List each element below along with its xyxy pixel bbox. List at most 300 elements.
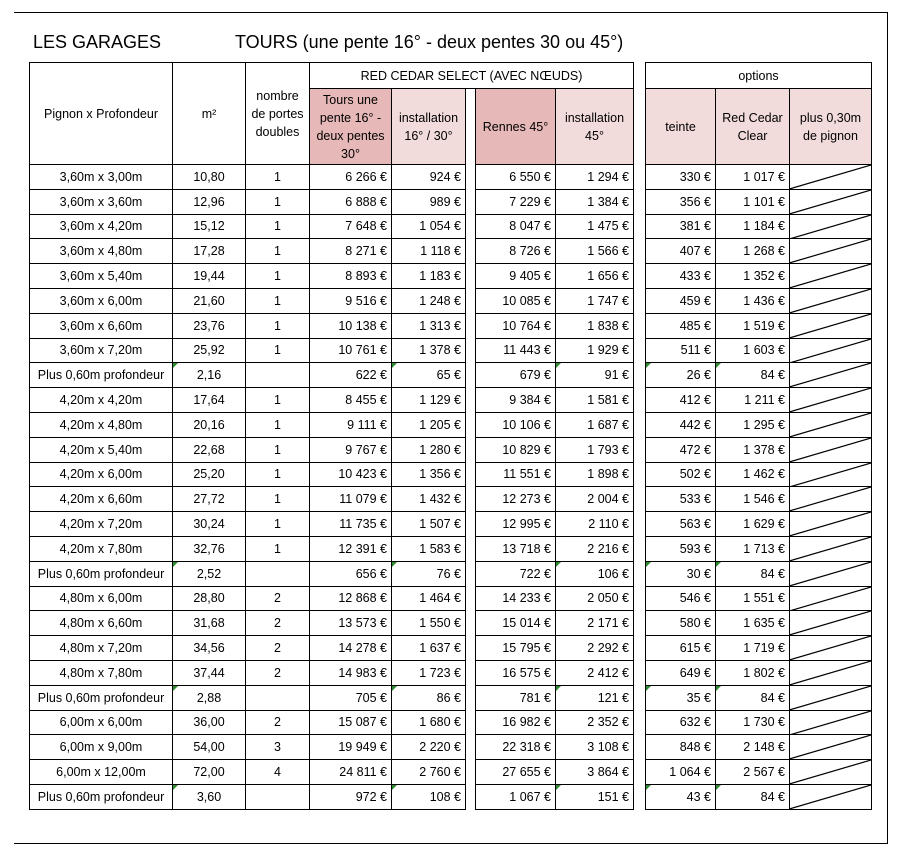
- table-row: [30, 214, 872, 239]
- cell-m2: 15,12: [173, 214, 246, 239]
- table-row: [30, 412, 872, 437]
- cell-rennes-price: 10 085 €: [476, 288, 556, 313]
- cell-teinte: 407 €: [646, 239, 716, 264]
- cell-m2: 25,20: [173, 462, 246, 487]
- cell-teinte: 502 €: [646, 462, 716, 487]
- column-gap: [634, 264, 646, 289]
- cell-install-45: 2 050 €: [556, 586, 634, 611]
- cell-install-45: 2 216 €: [556, 536, 634, 561]
- cell-m2: 31,68: [173, 611, 246, 636]
- cell-tours-price: 14 278 €: [310, 636, 392, 661]
- cell-plus-pignon: [790, 660, 872, 685]
- cell-red-cedar-clear: 1 017 €: [716, 165, 790, 190]
- cell-install-16-30: 1 432 €: [392, 487, 466, 512]
- cell-doors: 1: [246, 437, 310, 462]
- cell-doors: 1: [246, 412, 310, 437]
- cell-install-16-30: 1 183 €: [392, 264, 466, 289]
- cell-size: Plus 0,60m profondeur: [30, 561, 173, 586]
- cell-plus-pignon: [790, 388, 872, 413]
- cell-m2: 23,76: [173, 313, 246, 338]
- cell-red-cedar-clear: 1 295 €: [716, 412, 790, 437]
- cell-plus-pignon: [790, 313, 872, 338]
- cell-doors: 1: [246, 487, 310, 512]
- header-group-options: options: [646, 63, 872, 89]
- column-gap: [466, 288, 476, 313]
- column-gap: [466, 89, 476, 165]
- column-gap: [466, 462, 476, 487]
- cell-size: 4,20m x 4,80m: [30, 412, 173, 437]
- column-gap: [466, 363, 476, 388]
- cell-install-45: 2 110 €: [556, 512, 634, 537]
- cell-doors: 1: [246, 264, 310, 289]
- cell-red-cedar-clear: 84 €: [716, 685, 790, 710]
- cell-doors: 2: [246, 710, 310, 735]
- table-row: [30, 611, 872, 636]
- column-gap: [634, 189, 646, 214]
- cell-plus-pignon: [790, 735, 872, 760]
- cell-install-45: 151 €: [556, 784, 634, 809]
- cell-size: 3,60m x 4,80m: [30, 239, 173, 264]
- column-gap: [466, 264, 476, 289]
- column-gap: [466, 313, 476, 338]
- cell-rennes-price: 27 655 €: [476, 760, 556, 785]
- cell-install-45: 1 747 €: [556, 288, 634, 313]
- cell-size: 4,20m x 5,40m: [30, 437, 173, 462]
- cell-doors: 3: [246, 735, 310, 760]
- column-gap: [466, 437, 476, 462]
- cell-teinte: 30 €: [646, 561, 716, 586]
- column-gap: [466, 388, 476, 413]
- cell-red-cedar-clear: 2 567 €: [716, 760, 790, 785]
- cell-rennes-price: 10 764 €: [476, 313, 556, 338]
- table-row: [30, 586, 872, 611]
- cell-m2: 72,00: [173, 760, 246, 785]
- cell-red-cedar-clear: 1 519 €: [716, 313, 790, 338]
- cell-teinte: 848 €: [646, 735, 716, 760]
- cell-install-45: 1 929 €: [556, 338, 634, 363]
- column-gap: [634, 239, 646, 264]
- cell-tours-price: 9 767 €: [310, 437, 392, 462]
- column-gap: [634, 760, 646, 785]
- table-row: [30, 288, 872, 313]
- cell-install-16-30: 1 550 €: [392, 611, 466, 636]
- column-gap: [634, 462, 646, 487]
- cell-install-16-30: 1 637 €: [392, 636, 466, 661]
- cell-plus-pignon: [790, 214, 872, 239]
- column-gap: [634, 487, 646, 512]
- cell-doors: 1: [246, 239, 310, 264]
- cell-install-16-30: 1 118 €: [392, 239, 466, 264]
- cell-red-cedar-clear: 1 436 €: [716, 288, 790, 313]
- cell-install-16-30: 1 680 €: [392, 710, 466, 735]
- column-gap: [466, 512, 476, 537]
- cell-plus-pignon: [790, 338, 872, 363]
- cell-install-16-30: 1 205 €: [392, 412, 466, 437]
- cell-teinte: 593 €: [646, 536, 716, 561]
- header-install-45: installation 45°: [556, 89, 634, 165]
- cell-install-45: 1 294 €: [556, 165, 634, 190]
- cell-install-45: 1 475 €: [556, 214, 634, 239]
- cell-install-45: 121 €: [556, 685, 634, 710]
- cell-rennes-price: 12 995 €: [476, 512, 556, 537]
- cell-install-45: 3 108 €: [556, 735, 634, 760]
- cell-m2: 28,80: [173, 586, 246, 611]
- cell-size: 6,00m x 12,00m: [30, 760, 173, 785]
- cell-tours-price: 8 271 €: [310, 239, 392, 264]
- cell-m2: 3,60: [173, 784, 246, 809]
- cell-plus-pignon: [790, 611, 872, 636]
- cell-rennes-price: 22 318 €: [476, 735, 556, 760]
- table-row: [30, 561, 872, 586]
- cell-install-45: 2 004 €: [556, 487, 634, 512]
- cell-teinte: 580 €: [646, 611, 716, 636]
- column-gap: [466, 660, 476, 685]
- column-gap: [466, 784, 476, 809]
- cell-install-45: 1 687 €: [556, 412, 634, 437]
- cell-install-45: 1 838 €: [556, 313, 634, 338]
- cell-red-cedar-clear: 1 268 €: [716, 239, 790, 264]
- cell-red-cedar-clear: 1 551 €: [716, 586, 790, 611]
- cell-tours-price: 24 811 €: [310, 760, 392, 785]
- cell-install-16-30: 1 723 €: [392, 660, 466, 685]
- cell-install-45: 2 292 €: [556, 636, 634, 661]
- table-row: [30, 313, 872, 338]
- cell-teinte: 615 €: [646, 636, 716, 661]
- table-row: [30, 487, 872, 512]
- column-gap: [466, 487, 476, 512]
- cell-doors: 1: [246, 313, 310, 338]
- cell-install-16-30: 2 220 €: [392, 735, 466, 760]
- cell-red-cedar-clear: 1 211 €: [716, 388, 790, 413]
- cell-install-16-30: 1 054 €: [392, 214, 466, 239]
- cell-teinte: 485 €: [646, 313, 716, 338]
- cell-install-16-30: 1 356 €: [392, 462, 466, 487]
- column-gap: [634, 660, 646, 685]
- column-gap: [634, 784, 646, 809]
- cell-size: 6,00m x 6,00m: [30, 710, 173, 735]
- cell-rennes-price: 1 067 €: [476, 784, 556, 809]
- table-row: [30, 685, 872, 710]
- cell-tours-price: 19 949 €: [310, 735, 392, 760]
- table-row: [30, 165, 872, 190]
- table-row: [30, 512, 872, 537]
- column-gap: [466, 239, 476, 264]
- cell-size: 3,60m x 5,40m: [30, 264, 173, 289]
- cell-m2: 2,88: [173, 685, 246, 710]
- cell-tours-price: 12 868 €: [310, 586, 392, 611]
- cell-install-45: 91 €: [556, 363, 634, 388]
- cell-plus-pignon: [790, 710, 872, 735]
- cell-teinte: 330 €: [646, 165, 716, 190]
- cell-tours-price: 10 761 €: [310, 338, 392, 363]
- cell-rennes-price: 13 718 €: [476, 536, 556, 561]
- cell-install-45: 2 352 €: [556, 710, 634, 735]
- header-red-cedar-clear: Red Cedar Clear: [716, 89, 790, 165]
- cell-size: 4,80m x 6,60m: [30, 611, 173, 636]
- cell-teinte: 649 €: [646, 660, 716, 685]
- cell-tours-price: 10 138 €: [310, 313, 392, 338]
- column-gap: [634, 561, 646, 586]
- cell-size: Plus 0,60m profondeur: [30, 685, 173, 710]
- cell-tours-price: 6 888 €: [310, 189, 392, 214]
- column-gap: [634, 735, 646, 760]
- cell-size: 4,20m x 7,20m: [30, 512, 173, 537]
- cell-rennes-price: 9 405 €: [476, 264, 556, 289]
- table-row: [30, 710, 872, 735]
- page-subtitle: TOURS (une pente 16° - deux pentes 30 ou 45°): [235, 32, 624, 52]
- cell-install-45: 2 412 €: [556, 660, 634, 685]
- cell-tours-price: 8 893 €: [310, 264, 392, 289]
- column-gap: [634, 165, 646, 190]
- cell-tours-price: 10 423 €: [310, 462, 392, 487]
- column-gap: [634, 214, 646, 239]
- table-row: [30, 437, 872, 462]
- cell-red-cedar-clear: 1 462 €: [716, 462, 790, 487]
- cell-install-16-30: 76 €: [392, 561, 466, 586]
- cell-size: 4,80m x 7,20m: [30, 636, 173, 661]
- cell-doors: 1: [246, 388, 310, 413]
- cell-doors: 2: [246, 660, 310, 685]
- column-gap: [634, 63, 646, 165]
- cell-install-16-30: 1 129 €: [392, 388, 466, 413]
- column-gap: [634, 586, 646, 611]
- cell-red-cedar-clear: 1 352 €: [716, 264, 790, 289]
- column-gap: [466, 611, 476, 636]
- cell-teinte: 459 €: [646, 288, 716, 313]
- column-gap: [466, 586, 476, 611]
- cell-install-45: 1 384 €: [556, 189, 634, 214]
- cell-size: Plus 0,60m profondeur: [30, 784, 173, 809]
- cell-tours-price: 622 €: [310, 363, 392, 388]
- cell-m2: 2,16: [173, 363, 246, 388]
- cell-rennes-price: 679 €: [476, 363, 556, 388]
- cell-m2: 27,72: [173, 487, 246, 512]
- cell-m2: 2,52: [173, 561, 246, 586]
- cell-size: Plus 0,60m profondeur: [30, 363, 173, 388]
- cell-m2: 21,60: [173, 288, 246, 313]
- cell-install-16-30: 1 248 €: [392, 288, 466, 313]
- column-gap: [634, 437, 646, 462]
- cell-tours-price: 8 455 €: [310, 388, 392, 413]
- cell-doors: [246, 685, 310, 710]
- cell-m2: 54,00: [173, 735, 246, 760]
- cell-red-cedar-clear: 1 730 €: [716, 710, 790, 735]
- cell-plus-pignon: [790, 536, 872, 561]
- table-row: [30, 536, 872, 561]
- cell-doors: [246, 784, 310, 809]
- cell-teinte: 511 €: [646, 338, 716, 363]
- cell-teinte: 35 €: [646, 685, 716, 710]
- cell-red-cedar-clear: 84 €: [716, 784, 790, 809]
- cell-teinte: 381 €: [646, 214, 716, 239]
- cell-plus-pignon: [790, 784, 872, 809]
- cell-doors: 4: [246, 760, 310, 785]
- table-row: [30, 363, 872, 388]
- cell-red-cedar-clear: 1 635 €: [716, 611, 790, 636]
- cell-install-16-30: 2 760 €: [392, 760, 466, 785]
- cell-tours-price: 705 €: [310, 685, 392, 710]
- cell-install-16-30: 1 464 €: [392, 586, 466, 611]
- cell-size: 3,60m x 6,60m: [30, 313, 173, 338]
- cell-teinte: 632 €: [646, 710, 716, 735]
- cell-doors: 1: [246, 338, 310, 363]
- column-gap: [466, 735, 476, 760]
- cell-plus-pignon: [790, 561, 872, 586]
- column-gap: [634, 412, 646, 437]
- cell-plus-pignon: [790, 487, 872, 512]
- cell-tours-price: 9 516 €: [310, 288, 392, 313]
- cell-red-cedar-clear: 1 629 €: [716, 512, 790, 537]
- cell-teinte: 442 €: [646, 412, 716, 437]
- cell-rennes-price: 15 014 €: [476, 611, 556, 636]
- cell-doors: 1: [246, 189, 310, 214]
- cell-size: 3,60m x 6,00m: [30, 288, 173, 313]
- cell-m2: 30,24: [173, 512, 246, 537]
- cell-tours-price: 9 111 €: [310, 412, 392, 437]
- cell-install-45: 1 581 €: [556, 388, 634, 413]
- column-gap: [634, 710, 646, 735]
- cell-plus-pignon: [790, 363, 872, 388]
- cell-plus-pignon: [790, 239, 872, 264]
- cell-rennes-price: 11 551 €: [476, 462, 556, 487]
- column-gap: [466, 338, 476, 363]
- cell-teinte: 1 064 €: [646, 760, 716, 785]
- cell-plus-pignon: [790, 685, 872, 710]
- cell-install-45: 3 864 €: [556, 760, 634, 785]
- cell-size: 4,20m x 6,60m: [30, 487, 173, 512]
- price-table: [29, 62, 872, 810]
- column-gap: [466, 189, 476, 214]
- cell-doors: 1: [246, 462, 310, 487]
- cell-install-16-30: 1 280 €: [392, 437, 466, 462]
- cell-plus-pignon: [790, 760, 872, 785]
- table-row: [30, 388, 872, 413]
- cell-doors: [246, 363, 310, 388]
- cell-rennes-price: 8 047 €: [476, 214, 556, 239]
- cell-size: 3,60m x 3,60m: [30, 189, 173, 214]
- cell-install-45: 2 171 €: [556, 611, 634, 636]
- cell-tours-price: 6 266 €: [310, 165, 392, 190]
- cell-doors: 2: [246, 586, 310, 611]
- cell-rennes-price: 14 233 €: [476, 586, 556, 611]
- cell-m2: 12,96: [173, 189, 246, 214]
- cell-red-cedar-clear: 84 €: [716, 561, 790, 586]
- cell-rennes-price: 10 829 €: [476, 437, 556, 462]
- column-gap: [634, 338, 646, 363]
- cell-size: 4,20m x 4,20m: [30, 388, 173, 413]
- cell-install-16-30: 1 507 €: [392, 512, 466, 537]
- cell-plus-pignon: [790, 462, 872, 487]
- header-install-16-30: installation 16° / 30°: [392, 89, 466, 165]
- table-row: [30, 264, 872, 289]
- column-gap: [466, 536, 476, 561]
- cell-install-16-30: 65 €: [392, 363, 466, 388]
- cell-doors: 1: [246, 536, 310, 561]
- column-gap: [634, 288, 646, 313]
- table-row: [30, 462, 872, 487]
- cell-m2: 37,44: [173, 660, 246, 685]
- cell-red-cedar-clear: 1 603 €: [716, 338, 790, 363]
- cell-size: 6,00m x 9,00m: [30, 735, 173, 760]
- cell-doors: 2: [246, 611, 310, 636]
- cell-size: 4,80m x 7,80m: [30, 660, 173, 685]
- table-row: [30, 189, 872, 214]
- cell-red-cedar-clear: 1 378 €: [716, 437, 790, 462]
- table-row: [30, 784, 872, 809]
- cell-m2: 17,28: [173, 239, 246, 264]
- cell-m2: 25,92: [173, 338, 246, 363]
- cell-rennes-price: 16 982 €: [476, 710, 556, 735]
- cell-tours-price: 12 391 €: [310, 536, 392, 561]
- header-rennes: Rennes 45°: [476, 89, 556, 165]
- cell-red-cedar-clear: 84 €: [716, 363, 790, 388]
- cell-tours-price: 7 648 €: [310, 214, 392, 239]
- header-portes: nombre de portes doubles: [246, 63, 310, 165]
- cell-size: 3,60m x 7,20m: [30, 338, 173, 363]
- cell-teinte: 433 €: [646, 264, 716, 289]
- cell-rennes-price: 11 443 €: [476, 338, 556, 363]
- cell-m2: 17,64: [173, 388, 246, 413]
- cell-teinte: 43 €: [646, 784, 716, 809]
- cell-plus-pignon: [790, 412, 872, 437]
- cell-red-cedar-clear: 1 713 €: [716, 536, 790, 561]
- cell-red-cedar-clear: 2 148 €: [716, 735, 790, 760]
- cell-tours-price: 13 573 €: [310, 611, 392, 636]
- cell-plus-pignon: [790, 264, 872, 289]
- cell-rennes-price: 6 550 €: [476, 165, 556, 190]
- cell-tours-price: 656 €: [310, 561, 392, 586]
- column-gap: [634, 636, 646, 661]
- cell-install-45: 1 566 €: [556, 239, 634, 264]
- cell-teinte: 412 €: [646, 388, 716, 413]
- cell-rennes-price: 781 €: [476, 685, 556, 710]
- cell-m2: 32,76: [173, 536, 246, 561]
- cell-red-cedar-clear: 1 184 €: [716, 214, 790, 239]
- cell-rennes-price: 16 575 €: [476, 660, 556, 685]
- cell-size: 4,20m x 6,00m: [30, 462, 173, 487]
- cell-tours-price: 14 983 €: [310, 660, 392, 685]
- column-gap: [466, 412, 476, 437]
- column-gap: [466, 685, 476, 710]
- cell-m2: 19,44: [173, 264, 246, 289]
- cell-plus-pignon: [790, 636, 872, 661]
- cell-red-cedar-clear: 1 546 €: [716, 487, 790, 512]
- cell-tours-price: 11 079 €: [310, 487, 392, 512]
- cell-install-45: 1 656 €: [556, 264, 634, 289]
- cell-size: 3,60m x 4,20m: [30, 214, 173, 239]
- cell-plus-pignon: [790, 586, 872, 611]
- cell-size: 3,60m x 3,00m: [30, 165, 173, 190]
- cell-tours-price: 972 €: [310, 784, 392, 809]
- cell-install-16-30: 86 €: [392, 685, 466, 710]
- cell-install-45: 1 898 €: [556, 462, 634, 487]
- header-pignon: Pignon x Profondeur: [30, 63, 173, 165]
- cell-plus-pignon: [790, 288, 872, 313]
- header-plus-pignon: plus 0,30m de pignon: [790, 89, 872, 165]
- cell-m2: 34,56: [173, 636, 246, 661]
- table-row: [30, 338, 872, 363]
- cell-install-45: 1 793 €: [556, 437, 634, 462]
- cell-plus-pignon: [790, 437, 872, 462]
- column-gap: [634, 313, 646, 338]
- cell-m2: 22,68: [173, 437, 246, 462]
- cell-teinte: 546 €: [646, 586, 716, 611]
- column-gap: [634, 685, 646, 710]
- cell-rennes-price: 12 273 €: [476, 487, 556, 512]
- cell-plus-pignon: [790, 189, 872, 214]
- cell-plus-pignon: [790, 165, 872, 190]
- cell-install-45: 106 €: [556, 561, 634, 586]
